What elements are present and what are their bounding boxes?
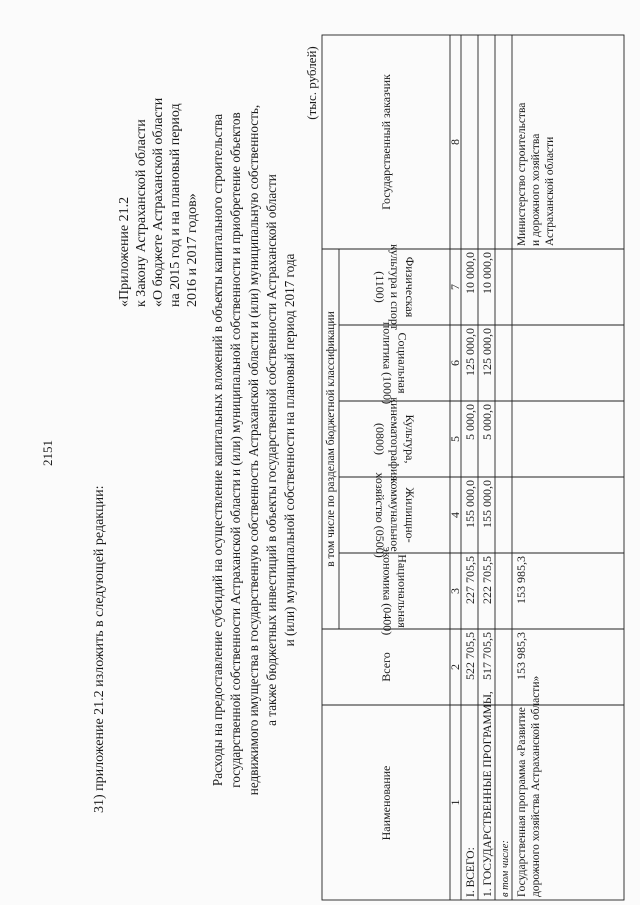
- row-name: 1. ГОСУДАРСТВЕННЫЕ ПРОГРАММЫ,: [482, 691, 494, 897]
- row-name: Государственная программа «Развитие: [516, 707, 528, 897]
- row-value: 155 000,0: [463, 480, 477, 528]
- table-row: [463, 252, 477, 897]
- row-name: I. ВСЕГО:: [465, 847, 477, 897]
- subheader-line: политика (1000): [380, 321, 395, 405]
- column-number: 3: [448, 588, 462, 594]
- subheader-line: (0800): [373, 423, 387, 455]
- subheader-cell: [373, 472, 417, 557]
- subheader-line: экономика (0400): [380, 546, 395, 636]
- appendix-line: на 2015 год и на плановый период: [168, 103, 183, 307]
- column-number: 5: [448, 436, 462, 442]
- column-number: 2: [448, 664, 462, 670]
- appendix-block: [117, 97, 200, 307]
- page-number: 2151: [40, 440, 55, 466]
- header-customer: Государственный заказчик: [379, 74, 393, 210]
- title-line: а также бюджетных инвестиций в объекты государственной собственности Астраханской области: [264, 174, 279, 726]
- subheader-line: хозяйство (0500): [373, 472, 387, 558]
- column-number: 1: [448, 799, 462, 806]
- subheader-line: коммунальное: [388, 478, 402, 552]
- row-value: 153 985,3: [514, 556, 528, 604]
- row-value: 5 000,0: [480, 404, 494, 440]
- intro-text: 31) приложение 21.2 изложить в следующей редакции:: [92, 485, 107, 813]
- title-line: государственной собственности Астраханской области и (или) муниципальной собственности и приобретение объектов: [228, 112, 243, 788]
- row-value: 125 000,0: [480, 328, 494, 376]
- appendix-line: 2016 и 2017 годов»: [185, 193, 200, 307]
- column-number: 6: [448, 360, 462, 366]
- subheader-line: культура и спорт: [388, 244, 402, 330]
- row-value: 522 705,5: [463, 632, 477, 680]
- subheader-line: Социальная: [395, 332, 410, 394]
- subheader-cell: [373, 244, 417, 331]
- table-body: [463, 103, 556, 897]
- table-row: [500, 840, 511, 897]
- header-group: в том числе по разделам бюджетной классификации: [325, 311, 337, 567]
- row-value: 227 705,5: [463, 556, 477, 604]
- table-row: [514, 103, 556, 897]
- subheader-line: Жилищно-: [403, 487, 417, 543]
- row-value: 10 000,0: [480, 252, 494, 294]
- column-number: 4: [448, 512, 462, 518]
- table-row: [480, 252, 494, 897]
- row-value: 155 000,0: [480, 480, 494, 528]
- row-name: в том числе:: [500, 840, 511, 897]
- title-line: и (или) муниципальной собственности на плановый период 2017 года: [282, 253, 297, 647]
- subheader-cell: [381, 547, 410, 636]
- subheader-line: Культура,: [403, 414, 417, 464]
- row-customer: и дорожного хозяйства: [530, 133, 542, 246]
- subheader-line: (1100): [373, 271, 387, 303]
- title-line: недвижимого имущества в государственную собственность Астраханской области и (или) муниципальную собственность,: [246, 104, 261, 796]
- spending-table: [322, 35, 624, 900]
- header-name: Наименование: [379, 765, 393, 841]
- appendix-line: к Закону Астраханской области: [134, 119, 149, 307]
- units-label: (тыс. рублей): [304, 46, 319, 120]
- row-customer: Министерство строительства: [516, 102, 528, 246]
- subheader-cell: [381, 322, 410, 404]
- subheader-line: кинематография: [388, 397, 402, 481]
- subheader-cell: [373, 397, 417, 481]
- subheader-line: Физическая: [403, 256, 417, 318]
- row-name: дорожного хозяйства Астраханской области»: [530, 675, 542, 897]
- row-value: 10 000,0: [463, 252, 477, 294]
- appendix-line: «О бюджете Астраханской области: [151, 97, 166, 307]
- document-title: [210, 105, 297, 795]
- appendix-line: «Приложение 21.2: [117, 196, 132, 307]
- row-value: 517 705,5: [480, 632, 494, 680]
- column-number: 7: [448, 284, 462, 290]
- row-value: 222 705,5: [480, 556, 494, 604]
- column-number: 8: [448, 139, 462, 145]
- header-total: Всего: [379, 652, 393, 682]
- row-customer: Астраханской области: [544, 136, 556, 246]
- row-value: 5 000,0: [463, 404, 477, 440]
- row-value: 153 985,3: [514, 632, 528, 680]
- table-header: [325, 74, 393, 840]
- subcolumn-headers: [373, 244, 417, 635]
- row-value: 125 000,0: [463, 328, 477, 376]
- subheader-line: Национальная: [395, 554, 410, 628]
- title-line: Расходы на предоставление субсидий на осуществление капитальных вложений в объекты капитального строительства: [210, 113, 225, 787]
